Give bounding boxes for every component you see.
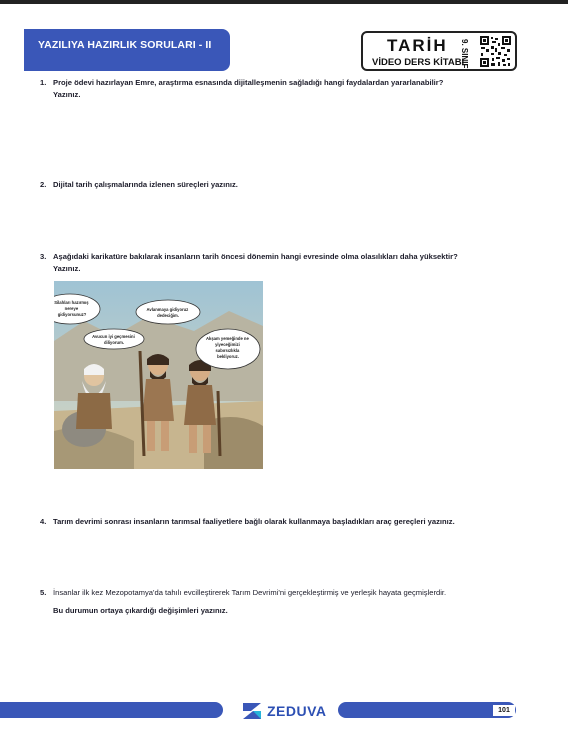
brand-box: [361, 31, 517, 71]
bubble-1-line-2: nereye: [64, 306, 79, 311]
question-number: 2.: [40, 180, 47, 189]
page-number: 101: [493, 705, 515, 716]
brand-title: TARİH: [387, 36, 448, 55]
question-text-cont: Yazınız.: [53, 264, 81, 273]
bubble-4-line-1: Akşam yemeğinde ne: [206, 336, 249, 341]
bubble-3-line-1: Avucun iyi geçmesini: [92, 334, 135, 339]
qr-code-icon[interactable]: [479, 35, 512, 68]
section-title: YAZILIYA HAZIRLIK SORULARI - II: [38, 39, 212, 51]
logo-text: ZEDUVA: [267, 703, 327, 719]
question-text: Dijital tarih çalışmalarında izlenen süreçleri yazınız.: [53, 180, 238, 189]
bubble-1-line-3: gidiyorsunuz?: [57, 312, 87, 317]
question-text: Proje ödevi hazırlayan Emre, araştırma esnasında dijitalleşmenin sağladığı hangi faydalardan yararlanabilir?: [53, 78, 444, 87]
question-text: Aşağıdaki karikatüre bakılarak insanların tarih öncesi dönemin hangi evresinde olma olasılıkları daha yüksektir?: [53, 252, 458, 261]
section-header: [24, 29, 230, 71]
top-border: [0, 0, 568, 4]
bubble-3-line-2: diliyorum.: [103, 340, 125, 345]
footer-band-right: [338, 702, 516, 718]
bubble-1-line-1: Silahları hazırmış: [54, 300, 89, 305]
question-number: 5.: [40, 588, 47, 597]
question-number: 1.: [40, 78, 47, 87]
question-text: Tarım devrimi sonrası insanların tarımsal faaliyetlere bağlı olarak kullanmaya başladıkları araç gereçleri yazınız.: [53, 517, 455, 526]
question-number: 4.: [40, 517, 47, 526]
bubble-2-line-2: dedeciğim.: [157, 313, 179, 318]
publisher-logo: [241, 701, 331, 721]
bubble-4-line-2: yiyeceğimizi: [215, 342, 240, 347]
bubble-2-line-1: Avlanmaya gidiyoruz: [146, 307, 189, 312]
zeduva-logo-icon: [241, 702, 263, 720]
caveman-cartoon: [54, 281, 263, 469]
bubble-4-line-4: bekliyoruz.: [217, 354, 239, 359]
bubble-4-line-3: sabırsızlıkla: [215, 348, 240, 353]
question-number: 3.: [40, 252, 47, 261]
brand-subtitle: VİDEO DERS KİTABI: [372, 57, 465, 68]
question-text-cont: Yazınız.: [53, 90, 81, 99]
footer-band-left: [0, 702, 223, 718]
grade-label: 9. SINIF: [460, 39, 469, 69]
question-text: İnsanlar ilk kez Mezopotamya'da tahılı evcilleştirerek Tarım Devrimi'ni gerçekleştirmiş ve yerleşik hayata geçmişlerdir.: [53, 588, 447, 597]
question-text-cont: Bu durumun ortaya çıkardığı değişimleri yazınız.: [53, 606, 228, 615]
